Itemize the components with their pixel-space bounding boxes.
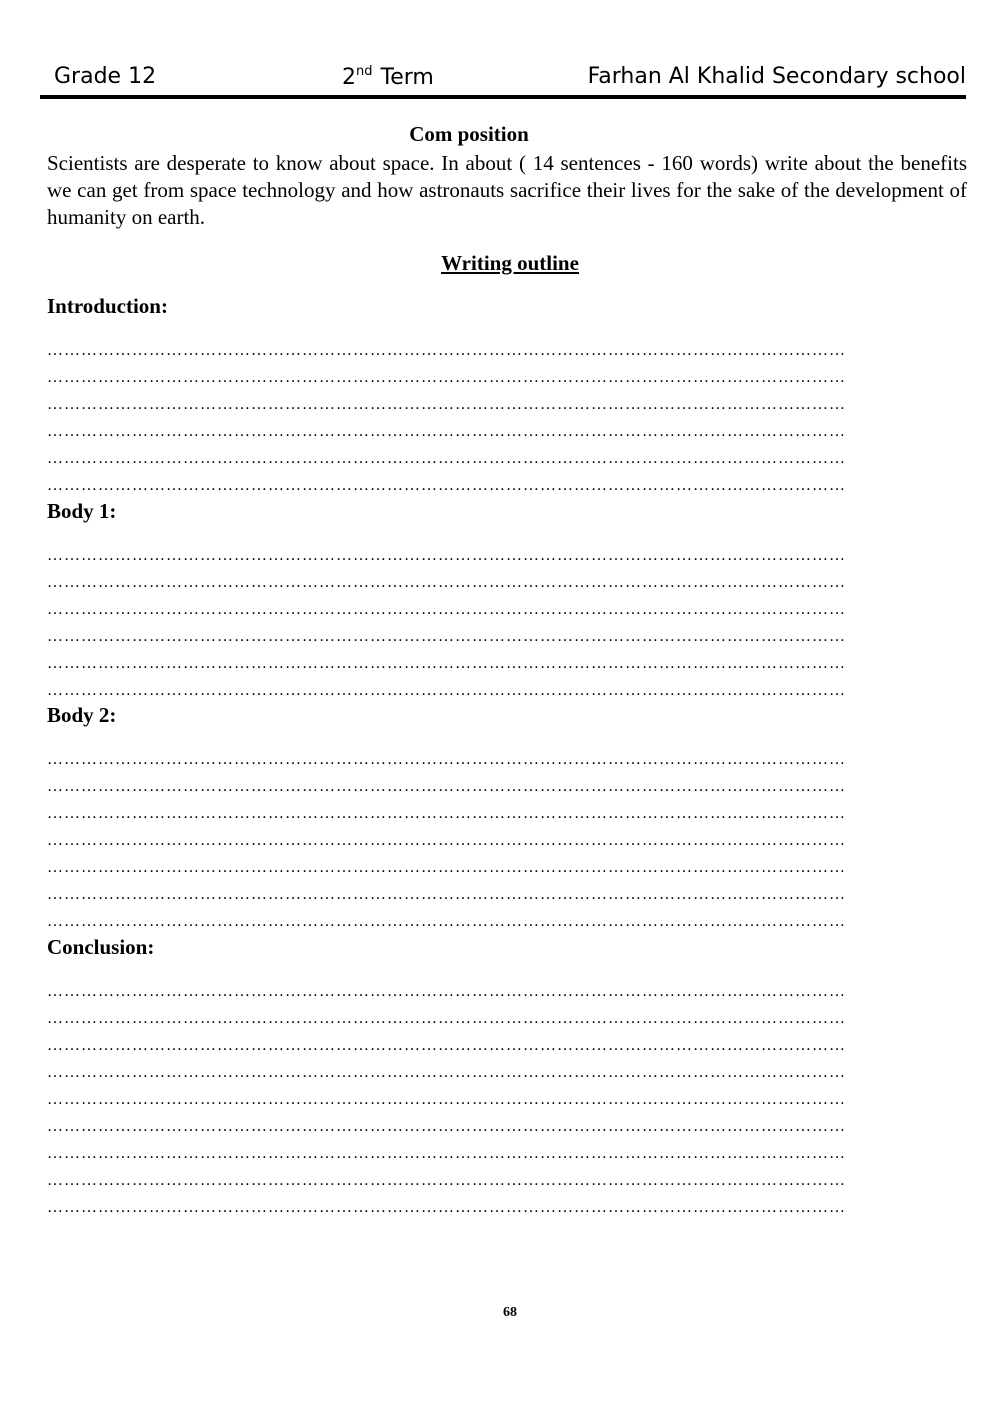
writing-line: …………………………………………………………………………………………………………………………… — [47, 1064, 846, 1081]
writing-line: …………………………………………………………………………………………………………………………… — [47, 423, 846, 440]
term-ordinal-suffix: nd — [356, 64, 373, 79]
writing-line: …………………………………………………………………………………………………………………………… — [47, 778, 846, 795]
writing-line: …………………………………………………………………………………………………………………………… — [47, 655, 846, 672]
page-title: Com position — [409, 122, 529, 146]
writing-line: …………………………………………………………………………………………………………………………… — [47, 1118, 846, 1135]
term-number: 2 — [342, 65, 356, 90]
writing-line: …………………………………………………………………………………………………………………………… — [47, 1172, 846, 1189]
writing-line: …………………………………………………………………………………………………………………………… — [47, 805, 846, 822]
term-label — [342, 64, 434, 90]
writing-line: …………………………………………………………………………………………………………………………… — [47, 751, 846, 768]
grade-label: Grade 12 — [54, 64, 157, 89]
writing-line: …………………………………………………………………………………………………………………………… — [47, 601, 846, 618]
writing-line: …………………………………………………………………………………………………………………………… — [47, 342, 846, 359]
body2-label: Body 2: — [47, 703, 117, 727]
writing-line: …………………………………………………………………………………………………………………………… — [47, 369, 846, 386]
writing-line: …………………………………………………………………………………………………………………………… — [47, 1199, 846, 1216]
writing-line: …………………………………………………………………………………………………………………………… — [47, 1037, 846, 1054]
writing-line: …………………………………………………………………………………………………………………………… — [47, 983, 846, 1000]
writing-line: …………………………………………………………………………………………………………………………… — [47, 913, 846, 930]
writing-line: …………………………………………………………………………………………………………………………… — [47, 682, 846, 699]
page-number: 68 — [503, 1305, 517, 1320]
header-divider — [40, 95, 966, 99]
composition-prompt: Scientists are desperate to know about space. In about ( 14 sentences - 160 words) write about the benefits we can get from space technology and how astronauts sacrifice their lives for the sake of the development of humanity on earth. — [47, 151, 967, 229]
writing-line: …………………………………………………………………………………………………………………………… — [47, 1091, 846, 1108]
writing-line: …………………………………………………………………………………………………………………………… — [47, 547, 846, 564]
term-word: Term — [380, 65, 434, 90]
body1-label: Body 1: — [47, 499, 117, 523]
writing-line: …………………………………………………………………………………………………………………………… — [47, 574, 846, 591]
writing-line: …………………………………………………………………………………………………………………………… — [47, 628, 846, 645]
writing-line: …………………………………………………………………………………………………………………………… — [47, 1145, 846, 1162]
writing-line: …………………………………………………………………………………………………………………………… — [47, 450, 846, 467]
writing-line: …………………………………………………………………………………………………………………………… — [47, 477, 846, 494]
writing-line: …………………………………………………………………………………………………………………………… — [47, 832, 846, 849]
writing-outline-heading: Writing outline — [441, 251, 579, 275]
school-name: Farhan Al Khalid Secondary school — [587, 64, 966, 89]
writing-line: …………………………………………………………………………………………………………………………… — [47, 396, 846, 413]
writing-line: …………………………………………………………………………………………………………………………… — [47, 886, 846, 903]
conclusion-label: Conclusion: — [47, 935, 155, 959]
page-header — [40, 58, 966, 96]
writing-line: …………………………………………………………………………………………………………………………… — [47, 1010, 846, 1027]
writing-line: …………………………………………………………………………………………………………………………… — [47, 859, 846, 876]
introduction-label: Introduction: — [47, 294, 168, 318]
